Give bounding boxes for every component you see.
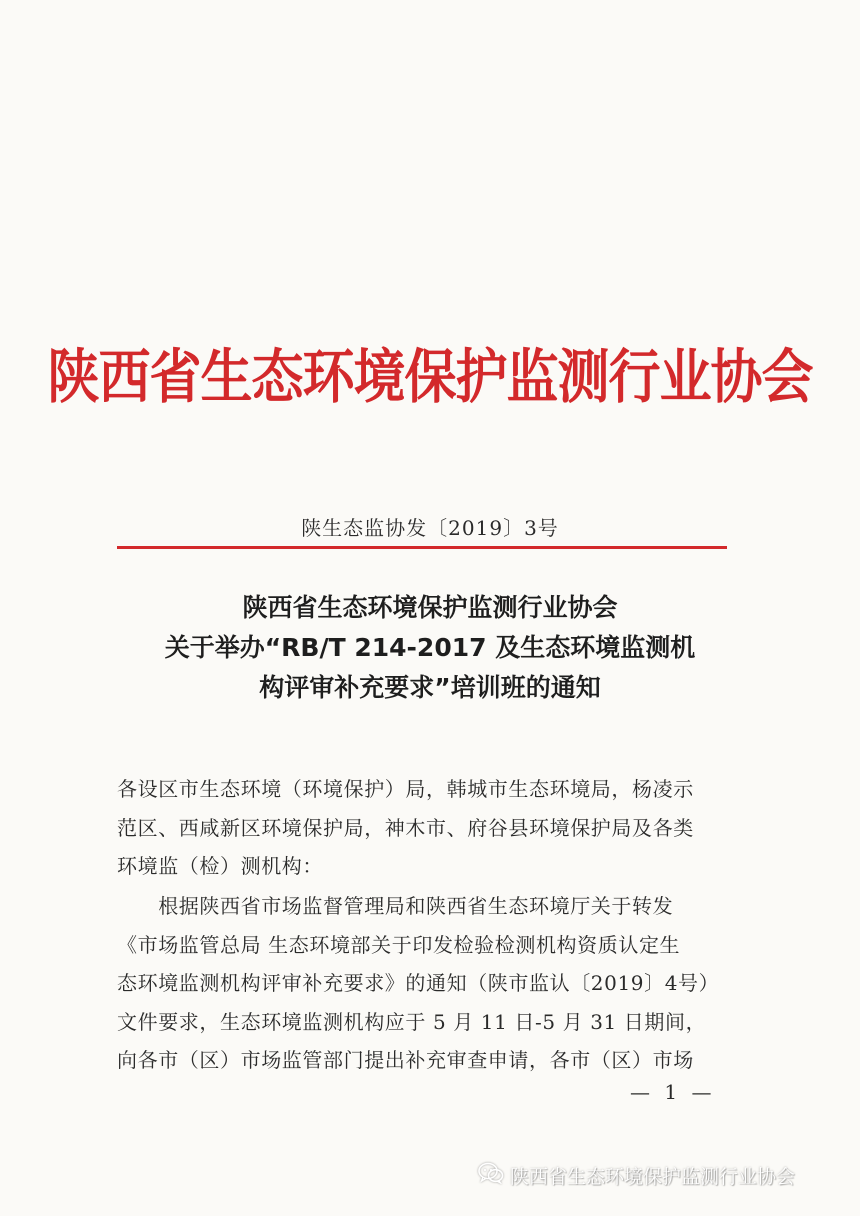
document-number: 陕生态监协发〔2019〕3号 <box>301 516 559 540</box>
wechat-watermark <box>478 1162 795 1189</box>
paragraph-line: 《市场监管总局 生态环境部关于印发检验检测机构资质认定生 <box>117 932 681 957</box>
addressee-block <box>117 770 737 886</box>
title-line: 构评审补充要求”培训班的通知 <box>259 673 601 702</box>
paragraph-line: 文件要求，生态环境监测机构应于 5 月 11 日-5 月 31 日期间， <box>117 1009 707 1034</box>
notice-title <box>100 588 760 708</box>
paragraph-line: 向各市（区）市场监管部门提出补充审查申请，各市（区）市场 <box>117 1048 694 1072</box>
paragraph-line: 态环境监测机构评审补充要求》的通知（陕市监认〔2019〕4号） <box>117 971 720 995</box>
addressee-line: 各设区市生态环境（环境保护）局，韩城市生态环境局，杨凌示 <box>117 777 694 801</box>
paragraph-line: 根据陕西省市场监督管理局和陕西省生态环境厅关于转发 <box>117 894 674 918</box>
red-divider-line <box>117 546 727 549</box>
title-line: 关于举办“RB/T 214-2017 及生态环境监测机 <box>164 633 696 662</box>
title-line: 陕西省生态环境保护监测行业协会 <box>242 593 618 622</box>
addressee-line: 范区、西咸新区环境保护局，神木市、府谷县环境保护局及各类 <box>117 815 694 840</box>
body-paragraph <box>117 887 737 1080</box>
wechat-icon <box>478 1162 504 1189</box>
watermark-text: 陕西省生态环境保护监测行业协会 <box>510 1166 796 1188</box>
organization-header: 陕西省生态环境保护监测行业协会 <box>47 344 813 412</box>
addressee-line: 环境监（检）测机构： <box>117 854 323 878</box>
page-number: — 1 — <box>630 1080 716 1104</box>
